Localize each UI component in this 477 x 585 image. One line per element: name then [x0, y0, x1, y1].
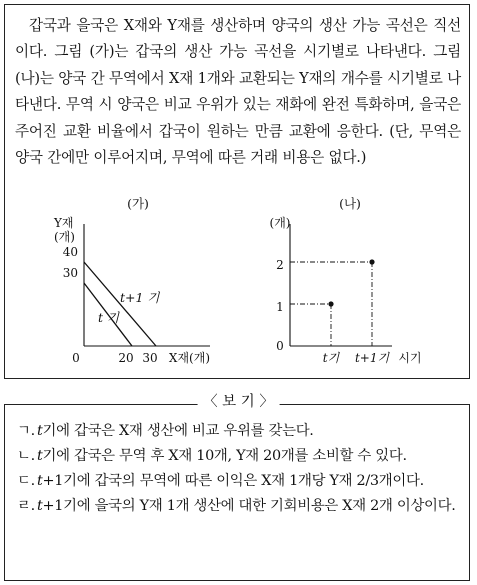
bogi-item [17, 494, 463, 519]
chart-na-svg [262, 196, 432, 368]
bogi-text: +1기에 갑국의 무역에 따른 이익은 X재 1개당 Y재 2/3개이다. [42, 473, 424, 489]
chart-na-ytick-2: 2 [276, 258, 284, 272]
bogi-mark: ㄱ. [17, 423, 35, 439]
chart-ga-xlabel: X재(개) [168, 351, 210, 365]
bogi-text: 기에 갑국은 X재 생산에 비교 우위를 갖는다. [42, 423, 314, 439]
bogi-text: 기에 갑국은 무역 후 X재 10개, Y재 20개를 소비할 수 있다. [42, 448, 407, 464]
chart-na-panel-label: (나) [339, 196, 361, 211]
chart-ga-svg [40, 196, 210, 368]
chart-ga-xtick-30: 30 [142, 351, 158, 365]
passage [15, 13, 461, 171]
chart-na-origin: 0 [276, 339, 284, 353]
chart-na-point [328, 301, 333, 306]
bogi-title: 〈 보 기 〉 [197, 390, 280, 411]
bogi-var: t [37, 423, 43, 439]
chart-na-ylabel: (개) [269, 216, 291, 230]
chart-ga-panel-label: (가) [127, 196, 149, 211]
bogi-mark: ㄹ. [17, 498, 35, 514]
bogi-item [17, 419, 463, 444]
bogi-var: t [37, 473, 43, 489]
chart-ga-label-t1: t+1 기 [120, 290, 160, 305]
chart-na-xlabel: 시기 [398, 351, 422, 365]
bogi-mark: ㄷ. [17, 473, 35, 489]
chart-ga [40, 196, 210, 368]
bogi-item [17, 469, 463, 494]
chart-ga-ytick-30: 30 [62, 266, 78, 280]
chart-na-xtick-t: t기 [322, 351, 340, 365]
bogi-options [17, 419, 463, 519]
chart-ga-ylabel: Y재 [54, 216, 74, 230]
bogi-box [4, 404, 470, 581]
chart-na-point [369, 259, 374, 264]
passage-text: 갑국과 을국은 X재와 Y재를 생산하며 양국의 생산 가능 곡선은 직선이다. 그림 (가)는 갑국의 생산 가능 곡선을 시기별로 나타낸다. 그림 (나)는 양국 간 무역에서 X재 1개와 교환되는 Y재의 개수를 시기별로 나타낸다. 무역 시 양국은 비교 우위가 있는 재화에 완전 특화하며, 을국은 주어진 교환 비율에서 갑국이 원하는 만큼 교환에 응한다. (단, 무역은 양국 간에만 이루어지며, 무역에 따른 거래 비용은 없다.) [15, 17, 461, 167]
chart-ga-yunit: (개) [54, 230, 75, 244]
chart-ga-ytick-40: 40 [62, 245, 78, 259]
bogi-var: t [37, 498, 43, 514]
chart-ga-label-t: t 기 [98, 310, 120, 325]
chart-ga-xtick-20: 20 [118, 351, 134, 365]
bogi-item [17, 444, 463, 469]
chart-na-xtick-t1: t+1기 [354, 351, 390, 365]
chart-na [262, 196, 432, 368]
chart-na-ytick-1: 1 [276, 300, 284, 314]
bogi-mark: ㄴ. [17, 448, 35, 464]
chart-ga-origin: 0 [72, 351, 80, 365]
bogi-var: t [37, 448, 43, 464]
bogi-text: +1기에 을국의 Y재 1개 생산에 대한 기회비용은 X재 2개 이상이다. [42, 498, 456, 514]
